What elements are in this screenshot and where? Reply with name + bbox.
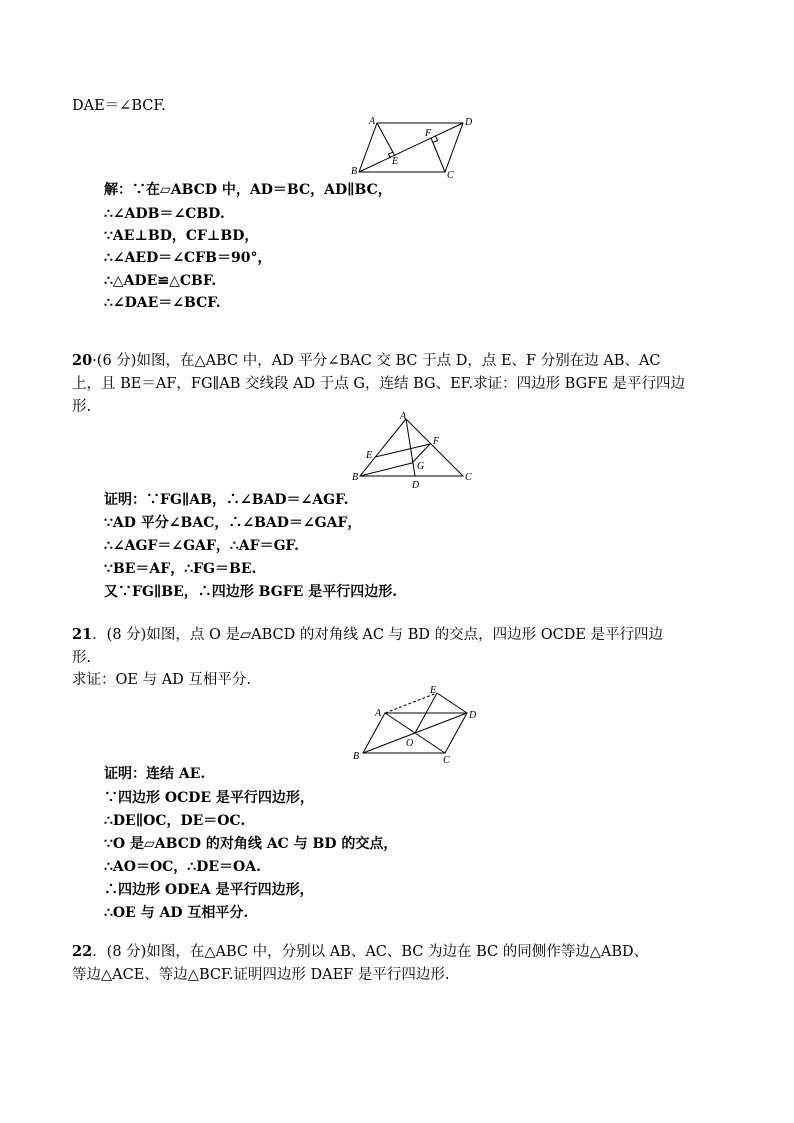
q21-number: 21 [72,626,93,643]
label-c: C [447,170,454,180]
q21-answer-line-7: ∴OE 与 AD 互相平分. [104,905,249,921]
label-f: F [425,128,432,139]
q21-answer-line-3: ∴DE∥OC，DE＝OC. [104,813,246,829]
q19-answer-line-1: 解：∵在▱ABCD 中，AD＝BC，AD∥BC， [104,182,392,198]
q19-answer-line-4: ∴∠AED＝∠CFB＝90°， [104,250,272,266]
segment-ef [375,444,430,457]
segment-bg [360,463,412,476]
q20-answer-line-4: ∵BE＝AF，∴FG＝BE. [104,561,257,577]
q20-answer-line-1: 证明：∵FG∥AB，∴∠BAD＝∠AGF. [104,492,349,508]
q21-answer-line-1: 证明：连结 AE. [104,766,206,782]
q21-answer-line-4: ∵O 是▱ABCD 的对角线 AC 与 BD 的交点， [104,836,398,852]
q21-answer-line-5: ∴AO＝OC，∴DE＝OA. [104,859,261,875]
q21-answer-line-6: ∴四边形 ODEA 是平行四边形， [104,882,314,898]
figure-q21 [345,684,480,766]
figure-q19 [345,112,480,180]
label-f: F [433,436,440,447]
label-e: E [392,156,399,167]
q20-question-line-2: 上，且 BE＝AF，FG∥AB 交线段 AD 于点 G，连结 BG、EF.求证：四边形 BGFE 是平行四边 [72,376,685,392]
label-b: B [352,472,359,483]
label-c: C [443,755,450,766]
q19-answer-line-6: ∴∠DAE＝∠BCF. [104,295,221,311]
label-b: B [353,751,360,762]
q19-answer-line-3: ∵AE⊥BD，CF⊥BD， [104,228,259,244]
q21-question-line-1: 21．(8 分)如图，点 O 是▱ABCD 的对角线 AC 与 BD 的交点，四边形 OCDE 是平行四边 [72,626,664,643]
q22-number: 22 [72,943,93,960]
intro-line: DAE＝∠BCF. [72,98,166,114]
q22-question-line-2: 等边△ACE、等边△BCF.证明四边形 DAEF 是平行四边形. [72,967,450,983]
segment-ae-dashed [385,693,437,713]
label-o: O [406,738,414,749]
q21-question-line-3: 求证：OE 与 AD 互相平分. [72,672,252,688]
label-e: E [430,685,437,696]
q22-question-line-1: 22．(8 分)如图，在△ABC 中，分别以 AB、AC、BC 为边在 BC 的同侧作等边△ABD、 [72,943,649,960]
label-e: E [366,450,373,461]
label-a: A [369,116,376,127]
q21-question-line-2: 形. [72,650,92,666]
segment-ed [437,693,467,713]
q19-answer-line-5: ∴△ADE≌△CBF. [104,273,217,289]
figure-q20 [345,410,480,490]
q20-question-line-3: 形. [72,399,92,415]
q20-answer-line-3: ∴∠AGF＝∠GAF，∴AF＝GF. [104,538,299,554]
q20-answer-line-5: 又∵FG∥BE，∴四边形 BGFE 是平行四边形. [104,584,398,600]
label-b: B [351,166,358,177]
q21-answer-line-2: ∵四边形 OCDE 是平行四边形， [104,790,314,806]
label-d: D [465,117,473,128]
label-d: D [412,480,420,490]
q19-answer-line-2: ∴∠ADB＝∠CBD. [104,206,225,222]
label-g: G [417,461,425,472]
label-d: D [469,710,477,721]
segment-cf [431,138,445,172]
triangle-abc [360,419,463,476]
q20-answer-line-2: ∵AD 平分∠BAC，∴∠BAD＝∠GAF， [104,515,362,531]
q20-question-line-1: 20·(6 分)如图，在△ABC 中，AD 平分∠BAC 交 BC 于点 D，点 E、F 分别在边 AB、AC [72,352,661,369]
label-c: C [465,472,472,483]
label-a: A [375,708,382,719]
q20-number: 20 [72,352,93,369]
label-a: A [400,411,407,422]
segment-ae [377,123,395,156]
